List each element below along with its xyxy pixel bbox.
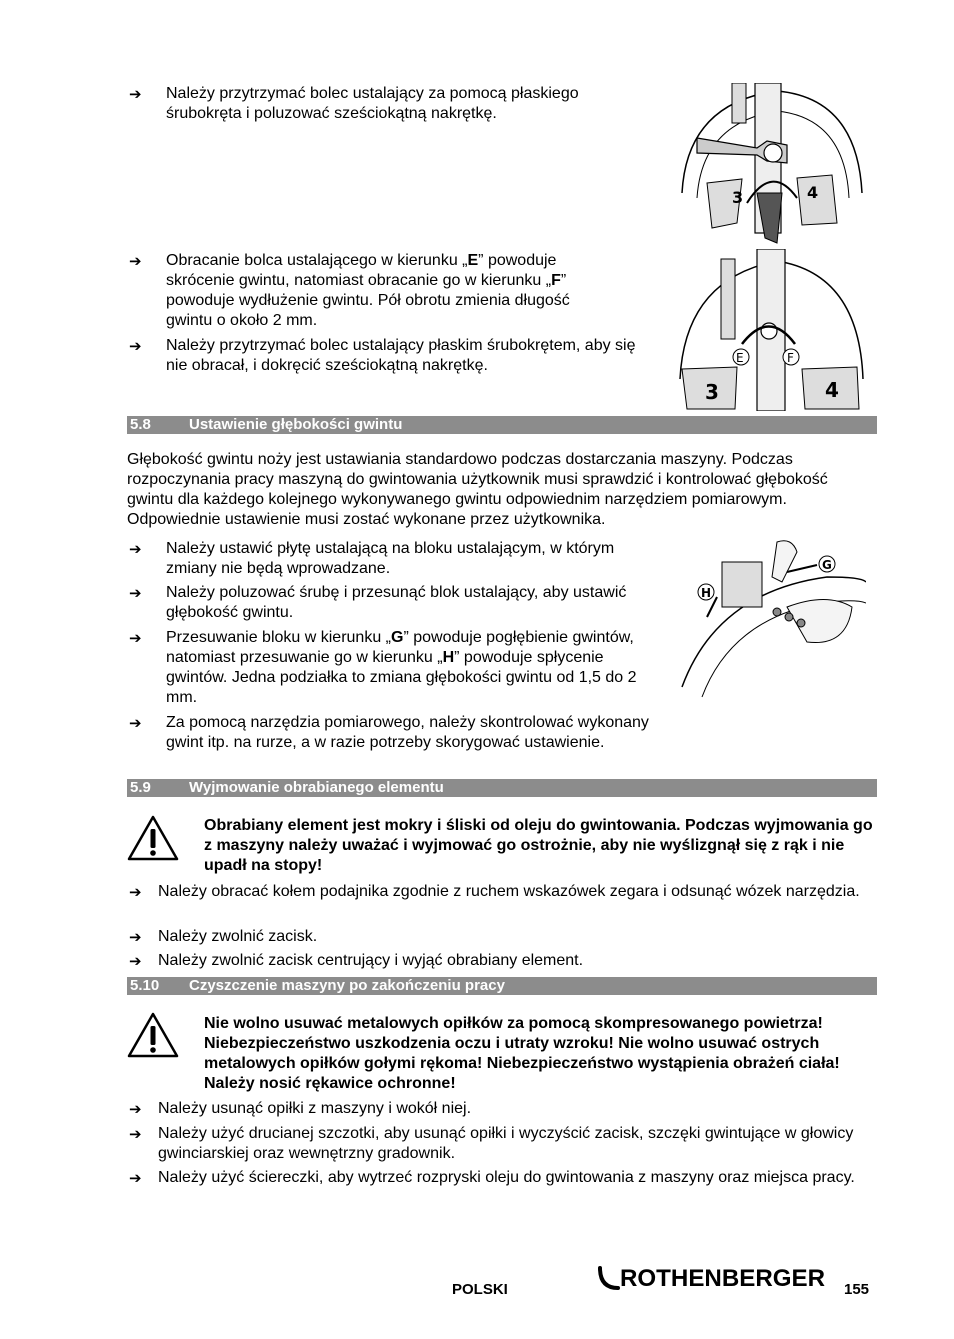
arrow-bullet-icon: ➔ — [129, 1100, 142, 1118]
arrow-bullet-icon: ➔ — [129, 714, 142, 732]
warning-text: Nie wolno usuwać metalowych opiłków za pomocą skompresowanego powietrza! Niebezpieczeństwo uszkodzenia oczu i utraty wzroku! Nie wolno usuwać ostrych metalowych opiłków gołymi rękoma! Niebezpieczeństwo wystąpienia obrażeń ciała! Należy nosić rękawice ochronne! — [204, 1015, 840, 1092]
arrow-bullet-icon: ➔ — [129, 629, 142, 647]
section-intro: Głębokość gwintu noży jest ustawiania standardowo podczas dostarczania maszyny. Podczas rozpoczynania pracy maszyną do gwintowania użytkownik musi sprawdzić i kontrolować głębokość gwintu dla każdego kolejnego wykonywanego gwintu odpowiednim narzędziem pomiarowym. Odpowiednie ustawienie musi zostać wykonane przez użytkownika. — [127, 451, 828, 528]
fig3-label-g: G — [822, 558, 832, 572]
section-header-5-10: 5.10 Czyszczenie maszyny po zakończeniu pracy — [127, 977, 877, 995]
warning-triangle-icon — [126, 814, 180, 862]
fig1-label-4: 4 — [807, 183, 819, 202]
fig1-label-3: 3 — [732, 188, 744, 207]
thread-length-figure — [677, 249, 866, 411]
bullet-text: Należy przytrzymać bolec ustalający za pomocą płaskiego śrubokręta i poluzować sześciokątną nakrętkę. — [166, 85, 579, 122]
arrow-bullet-icon: ➔ — [129, 952, 142, 970]
bullet-text: Przesuwanie bloku w kierunku „G” powoduje pogłębienie gwintów, natomiast przesuwanie go w kierunku „H” powoduje spłycenie gwintów. Jedna podziałka to zmiana głębokości gwintu od 1,5 do 2 mm. — [166, 629, 637, 706]
bullet-text: Za pomocą narzędzia pomiarowego, należy skontrolować wykonany gwint itp. na rurze, a w razie potrzeby skorygować ustawienie. — [166, 714, 649, 751]
arrow-bullet-icon: ➔ — [129, 252, 142, 270]
arrow-bullet-icon: ➔ — [129, 85, 142, 103]
bullet-text: Należy zwolnić zacisk centrujący i wyjąć obrabiany element. — [158, 952, 584, 969]
fig2-label-4: 4 — [825, 378, 839, 402]
section-header-5-9: 5.9 Wyjmowanie obrabianego elementu — [127, 779, 877, 797]
section-header-5-8: 5.8 Ustawienie głębokości gwintu — [127, 416, 877, 434]
thread-depth-figure — [677, 537, 866, 699]
arrow-bullet-icon: ➔ — [129, 540, 142, 558]
page-number: 155 — [844, 1281, 870, 1298]
rothenberger-logo — [598, 1262, 830, 1296]
bullet-text: Obracanie bolca ustalającego w kierunku „E” powoduje skrócenie gwintu, natomiast obracanie go w kierunku „F” powoduje wydłużenie gwintu. Pół obrotu zmienia długość gwintu o około 2 mm. — [166, 252, 570, 329]
nut-loosening-figure — [677, 83, 866, 245]
fig3-label-h: H — [701, 586, 712, 600]
warning-triangle-icon — [126, 1011, 180, 1059]
bullet-text: Należy poluzować śrubę i przesunąć blok ustalający, aby ustawić głębokość gwintu. — [166, 584, 627, 621]
bullet-text: Należy usunąć opiłki z maszyny i wokół niej. — [158, 1100, 472, 1117]
bullet-text: Należy obracać kołem podajnika zgodnie z ruchem wskazówek zegara i odsunąć wózek narzędzia. — [158, 883, 860, 900]
bullet-text: Należy przytrzymać bolec ustalający płaskim śrubokrętem, aby się nie obracał, i dokręcić sześciokątną nakrętkę. — [166, 337, 636, 374]
arrow-bullet-icon: ➔ — [129, 584, 142, 602]
fig2-label-f: F — [787, 351, 794, 365]
arrow-bullet-icon: ➔ — [129, 337, 142, 355]
footer-language: POLSKI — [452, 1281, 508, 1298]
bullet-text: Należy użyć ściereczki, aby wytrzeć rozpryski oleju do gwintowania z maszyny oraz miejsca pracy. — [158, 1169, 855, 1186]
bullet-text: Należy ustawić płytę ustalającą na bloku ustalającym, w którym zmiany nie będą wprowadzane. — [166, 540, 615, 577]
bullet-text: Należy użyć drucianej szczotki, aby usunąć opiłki i wyczyścić zacisk, szczęki gwintujące w głowicy gwinciarskiej oraz wewnętrzny gradownik. — [158, 1125, 854, 1162]
brand-name: ROTHENBERGER — [620, 1265, 825, 1292]
arrow-bullet-icon: ➔ — [129, 1125, 142, 1143]
arrow-bullet-icon: ➔ — [129, 928, 142, 946]
fig2-label-e: E — [736, 351, 744, 365]
fig2-label-3: 3 — [705, 380, 719, 404]
warning-text: Obrabiany element jest mokry i śliski od oleju do gwintowania. Podczas wyjmowania go z maszyny należy uważać i wyjmować go ostrożnie, aby nie wyślizgnął się z rąk i nie upadł na stopy! — [204, 817, 873, 874]
arrow-bullet-icon: ➔ — [129, 883, 142, 901]
bullet-text: Należy zwolnić zacisk. — [158, 928, 318, 945]
arrow-bullet-icon: ➔ — [129, 1169, 142, 1187]
